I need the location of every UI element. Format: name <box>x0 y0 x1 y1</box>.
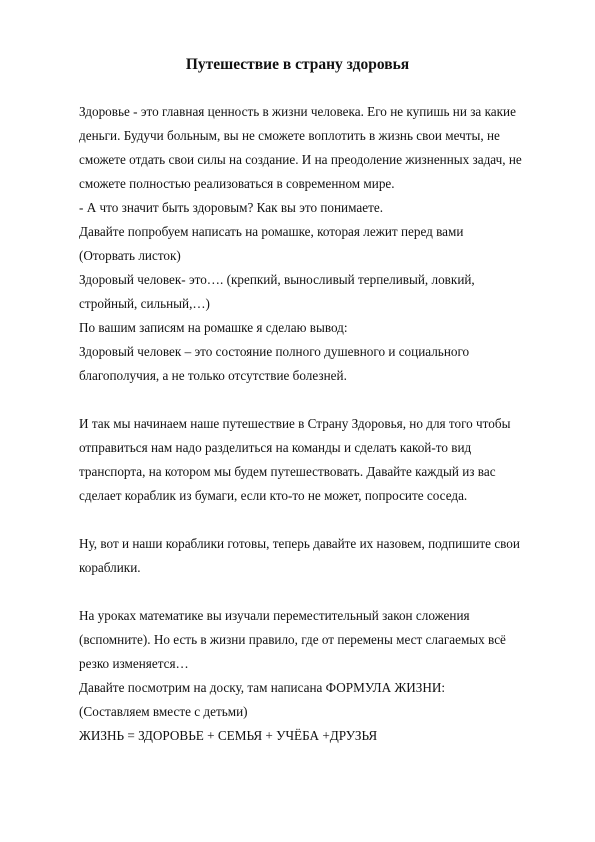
text-line: - А что значит быть здоровым? Как вы это понимаете. <box>79 200 383 215</box>
text-line: благополучия, а не только отсутствие болезней. <box>79 368 347 383</box>
text-line: Здоровье - это главная ценность в жизни человека. Его не купишь ни за какие <box>79 104 516 119</box>
paragraph <box>79 532 549 580</box>
text-line: Здоровый человек – это состояние полного душевного и социального <box>79 344 470 359</box>
text-line: отправиться нам надо разделиться на команды и сделать какой-то вид <box>79 440 472 455</box>
paragraph-gap <box>79 580 549 604</box>
text-line: Давайте посмотрим на доску, там написана ФОРМУЛА ЖИЗНИ: <box>79 680 446 695</box>
text-line: стройный, сильный,…) <box>79 296 210 311</box>
text-line: (Составляем вместе с детьми) <box>79 704 248 719</box>
text-line: (вспомните). Но есть в жизни правило, где от перемены мест слагаемых всё <box>79 632 506 647</box>
text-line: сделает кораблик из бумаги, если кто-то не может, попросите соседа. <box>79 488 468 503</box>
paragraph <box>79 100 549 388</box>
text-line: резко изменяется… <box>79 656 189 671</box>
text-line: (Оторвать листок) <box>79 248 181 263</box>
text-line: Давайте попробуем написать на ромашке, которая лежит перед вами <box>79 224 464 239</box>
paragraph <box>79 412 549 508</box>
text-line: деньги. Будучи больным, вы не сможете воплотить в жизнь свои мечты, не <box>79 128 500 143</box>
text-line: сможете отдать свои силы на создание. И на преодоление жизненных задач, не <box>79 152 522 167</box>
text-line: транспорта, на котором мы будем путешествовать. Давайте каждый из вас <box>79 464 496 479</box>
text-line: сможете полностью реализоваться в современном мире. <box>79 176 395 191</box>
text-line: кораблики. <box>79 560 141 575</box>
text-line: На уроках математике вы изучали переместительный закон сложения <box>79 608 470 623</box>
paragraph-gap <box>79 388 549 412</box>
text-line: По вашим записям на ромашке я сделаю вывод: <box>79 320 348 335</box>
text-line: Здоровый человек- это…. (крепкий, выносливый терпеливый, ловкий, <box>79 272 475 287</box>
document-body <box>79 100 549 748</box>
paragraph <box>79 604 549 748</box>
text-line: Ну, вот и наши кораблики готовы, теперь давайте их назовем, подпишите свои <box>79 536 520 551</box>
paragraph-gap <box>79 508 549 532</box>
text-line: И так мы начинаем наше путешествие в Страну Здоровья, но для того чтобы <box>79 416 511 431</box>
document-title: Путешествие в страну здоровья <box>185 56 410 73</box>
text-line: ЖИЗНЬ = ЗДОРОВЬЕ + СЕМЬЯ + УЧЁБА +ДРУЗЬЯ <box>79 728 378 743</box>
